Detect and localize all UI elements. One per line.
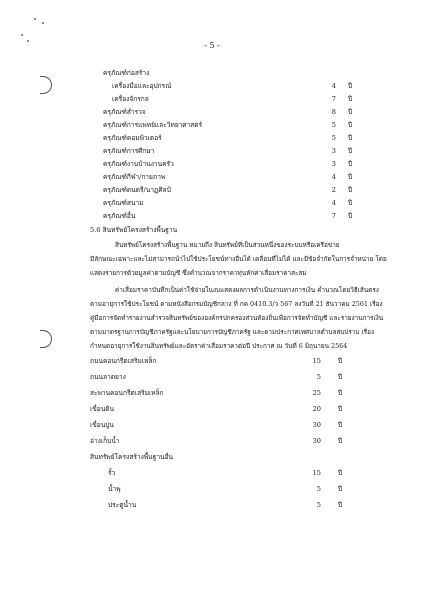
list-item <box>103 119 363 132</box>
item-label: ครุภัณฑ์ก่อสร้าง <box>103 69 150 77</box>
item-value: 30 <box>312 421 321 429</box>
item-unit: ปี <box>348 212 353 220</box>
item-value: 5 <box>316 373 321 381</box>
item-unit: ปี <box>338 389 343 397</box>
item-value: 8 <box>331 108 336 116</box>
item-label: เครื่องจักรกล <box>112 95 149 103</box>
item-unit: ปี <box>338 405 343 413</box>
scan-speck <box>42 22 44 24</box>
item-value: 4 <box>331 82 336 90</box>
item-label: ถนนลาดยาง <box>90 373 126 381</box>
item-value: 7 <box>331 212 336 220</box>
list-item <box>103 197 363 210</box>
item-value: 20 <box>312 405 321 413</box>
item-label: เขื่อนปูน <box>90 421 114 429</box>
item-label: สินทรัพย์โครงสร้างพื้นฐานอื่น <box>90 453 174 461</box>
page-number: - 5 - <box>204 41 220 50</box>
list-item <box>90 403 365 416</box>
paragraph-line: สินทรัพย์โครงสร้างพื้นฐาน หมายถึง สินทรัพย์ที่เป็นส่วนหนึ่งของระบบหรือเครือข่าย <box>115 241 340 249</box>
item-value: 25 <box>312 389 321 397</box>
paragraph-line: ค่าเสื่อมราคาบันทึกเป็นค่าใช้จ่ายในงบแสดงผลการดำเนินงานทางการเงิน คำนวณโดยวิธีเส้นตรง <box>115 286 379 294</box>
list-item <box>90 451 365 464</box>
item-value: 5 <box>316 485 321 493</box>
item-label: สะพานคอนกรีตเสริมเหล็ก <box>90 389 164 397</box>
list-item <box>103 106 363 119</box>
item-value: 5 <box>316 501 321 509</box>
paragraph-line: คู่มือการจัดทำรายงานสำรวจสินทรัพย์ขององค์กรปกครองส่วนท้องถิ่นเพื่อการจัดทำบัญชี และรายงานการเงิน <box>90 314 384 322</box>
binder-hole-mark <box>40 76 52 94</box>
item-label: ครุภัณฑ์คอมพิวเตอร์ <box>103 134 162 142</box>
item-label: ครุภัณฑ์การศึกษา <box>103 147 155 155</box>
list-item <box>103 80 363 93</box>
item-value: 15 <box>312 469 321 477</box>
item-unit: ปี <box>338 485 343 493</box>
item-unit: ปี <box>348 95 353 103</box>
scan-speck <box>21 34 23 36</box>
paragraph-line: กำหนดอายุการใช้งานสินทรัพย์และอัตราค่าเสื่อมราคาต่อปี ประกาศ ณ วันที่ 6 มิถุนายน 2564 <box>90 342 348 350</box>
list-item <box>103 67 363 80</box>
list-item <box>103 145 363 158</box>
item-unit: ปี <box>348 121 353 129</box>
item-value: 15 <box>312 357 321 365</box>
item-label: ครุภัณฑ์ดนตรี/นาฏศิลป์ <box>103 186 171 194</box>
list-item <box>90 435 365 448</box>
binder-hole-mark <box>40 330 52 348</box>
scan-speck <box>34 18 36 20</box>
paragraph-line: ตามมาตรฐานการบัญชีภาครัฐและนโยบายการบัญชีภาครัฐ และตามประกาศเทศบาลตำบลสบปราบ เรื่อง <box>90 328 375 336</box>
item-unit: ปี <box>338 357 343 365</box>
item-value: 3 <box>331 160 336 168</box>
item-label: ครุภัณฑ์สำรวจ <box>103 108 146 116</box>
item-unit: ปี <box>348 186 353 194</box>
list-item <box>90 371 365 384</box>
item-label: ครุภัณฑ์การแพทย์และวิทยาศาสตร์ <box>103 121 203 129</box>
list-item <box>103 158 363 171</box>
item-unit: ปี <box>348 173 353 181</box>
item-unit: ปี <box>348 147 353 155</box>
list-item <box>103 171 363 184</box>
item-unit: ปี <box>348 199 353 207</box>
item-label: เครื่องมือและอุปกรณ์ <box>112 82 172 90</box>
list-item <box>103 132 363 145</box>
paragraph-line: แสดงรายการด้วยมูลค่าตามบัญชี ซึ่งคำนวณจากราคาทุนหักค่าเสื่อมราคาสะสม <box>90 269 307 277</box>
item-unit: ปี <box>338 437 343 445</box>
item-label: ครุภัณฑ์อื่น <box>103 212 136 220</box>
item-value: 30 <box>312 437 321 445</box>
list-item <box>103 210 363 223</box>
item-unit: ปี <box>338 421 343 429</box>
item-value: 4 <box>331 199 336 207</box>
paragraph-line: มีลักษณะเฉพาะและไม่สามารถนำไปใช้ประโยชน์ทางอื่นได้ เคลื่อนที่ไม่ได้ และมีข้อจำกัดในการจำหน่าย โดย <box>90 255 387 263</box>
item-value: 3 <box>331 147 336 155</box>
list-item <box>90 387 365 400</box>
list-item <box>103 93 363 106</box>
list-item <box>103 184 363 197</box>
list-item <box>90 355 365 368</box>
item-unit: ปี <box>348 160 353 168</box>
item-unit: ปี <box>348 108 353 116</box>
item-unit: ปี <box>338 373 343 381</box>
item-value: 2 <box>331 186 336 194</box>
list-item <box>90 467 365 480</box>
item-label: อ่างเก็บน้ำ <box>90 437 120 445</box>
item-label: น้ำพุ <box>108 485 121 493</box>
item-label: ครุภัณฑ์งานบ้านงานครัว <box>103 160 174 168</box>
item-unit: ปี <box>338 469 343 477</box>
item-label: ถนนคอนกรีตเสริมเหล็ก <box>90 357 157 365</box>
list-item <box>90 483 365 496</box>
section-heading: 5.6 สินทรัพย์โครงสร้างพื้นฐาน <box>90 226 178 234</box>
item-label: ครุภัณฑ์สนาม <box>103 199 144 207</box>
item-unit: ปี <box>338 501 343 509</box>
item-unit: ปี <box>348 134 353 142</box>
item-label: ประตูน้ำน <box>108 501 137 509</box>
item-value: 7 <box>331 95 336 103</box>
list-item <box>90 419 365 432</box>
item-value: 5 <box>331 134 336 142</box>
item-value: 4 <box>331 173 336 181</box>
list-item <box>90 499 365 512</box>
item-label: รั้ว <box>108 469 116 477</box>
item-value: 5 <box>331 121 336 129</box>
item-label: ครุภัณฑ์กีฬา/กายภาพ <box>103 173 166 181</box>
paragraph-line: ตามอายุการใช้ประโยชน์ ตามหนังสือกรมบัญชีกลาง ที่ กค 0410.3/ว 567 ลงวันที่ 21 ธันวาคม 2561 เรื่อง <box>90 300 383 308</box>
item-label: เขื่อนดิน <box>90 405 115 413</box>
item-unit: ปี <box>348 82 353 90</box>
